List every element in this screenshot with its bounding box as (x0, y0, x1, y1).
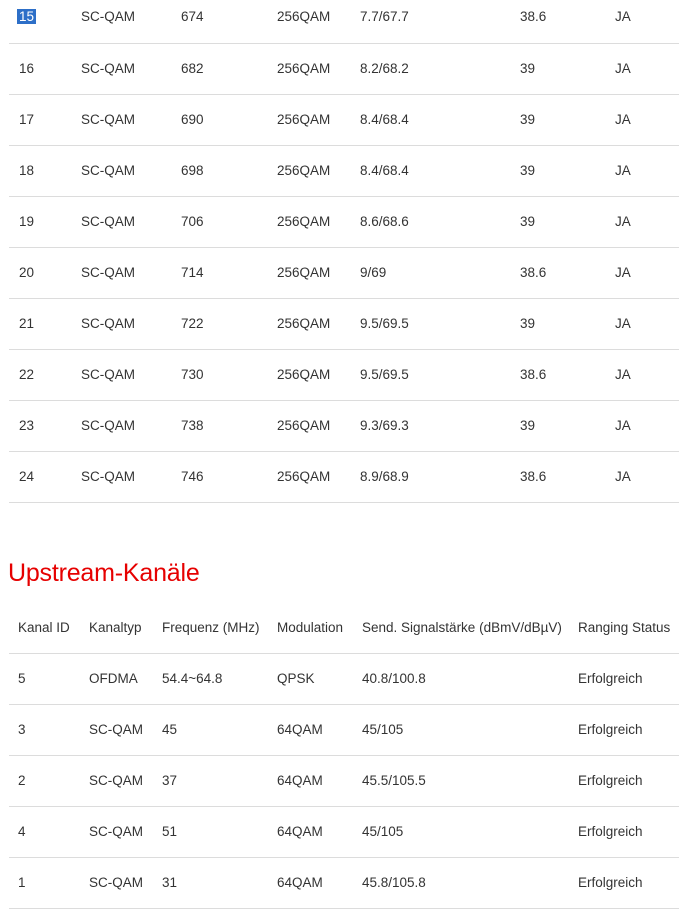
frequency-cell: 682 (181, 61, 204, 76)
channel-id-cell: 2 (18, 773, 26, 788)
snr-cell: 38.6 (520, 367, 547, 382)
channel-type-cell: OFDMA (89, 671, 138, 686)
modulation-cell: 256QAM (277, 9, 331, 24)
power-level-cell: 8.2/68.2 (360, 61, 409, 76)
modulation-cell: 256QAM (277, 214, 331, 229)
frequency-cell: 706 (181, 214, 204, 229)
lock-status-cell: JA (615, 316, 631, 331)
channel-id-cell: 1 (18, 875, 26, 890)
power-level-cell: 9.5/69.5 (360, 316, 409, 331)
channel-type-cell: SC-QAM (81, 367, 135, 382)
modulation-cell: 64QAM (277, 824, 323, 839)
snr-cell: 38.6 (520, 469, 547, 484)
power-level-cell: 8.6/68.6 (360, 214, 409, 229)
modulation-cell: 256QAM (277, 265, 331, 280)
channel-id-cell: 19 (19, 214, 35, 229)
snr-cell: 39 (520, 214, 536, 229)
header-ranging-status: Ranging Status (578, 620, 671, 635)
power-level-cell: 8.9/68.9 (360, 469, 409, 484)
lock-status-cell: JA (615, 112, 631, 127)
modulation-cell: QPSK (277, 671, 315, 686)
channel-type-cell: SC-QAM (81, 214, 135, 229)
header-transmit-power: Send. Signalstärke (dBmV/dBµV) (362, 620, 562, 635)
upstream-section-title: Upstream-Kanäle (8, 559, 200, 587)
table-row (9, 248, 679, 299)
frequency-cell: 714 (181, 265, 204, 280)
transmit-power-cell: 45/105 (362, 824, 404, 839)
power-level-cell: 9/69 (360, 265, 387, 280)
channel-type-cell: SC-QAM (89, 824, 143, 839)
lock-status-cell: JA (615, 265, 631, 280)
table-row (9, 452, 679, 503)
modulation-cell: 256QAM (277, 163, 331, 178)
frequency-cell: 738 (181, 418, 204, 433)
frequency-cell: 51 (162, 824, 178, 839)
table-row (9, 197, 679, 248)
transmit-power-cell: 45/105 (362, 722, 404, 737)
channel-id-cell: 18 (19, 163, 35, 178)
table-row (9, 858, 679, 909)
table-row (9, 299, 679, 350)
header-channel-type: Kanaltyp (89, 620, 142, 635)
modulation-cell: 256QAM (277, 61, 331, 76)
modulation-cell: 256QAM (277, 112, 331, 127)
table-row (9, 146, 679, 197)
channel-id-cell: 3 (18, 722, 26, 737)
header-modulation: Modulation (277, 620, 344, 635)
modulation-cell: 256QAM (277, 469, 331, 484)
power-level-cell: 8.4/68.4 (360, 163, 409, 178)
lock-status-cell: JA (615, 418, 631, 433)
lock-status-cell: JA (615, 214, 631, 229)
channel-type-cell: SC-QAM (81, 9, 135, 24)
table-header-row (9, 603, 679, 654)
ranging-status-cell: Erfolgreich (578, 824, 643, 839)
power-level-cell: 9.5/69.5 (360, 367, 409, 382)
channel-type-cell: SC-QAM (81, 316, 135, 331)
snr-cell: 39 (520, 163, 536, 178)
ranging-status-cell: Erfolgreich (578, 722, 643, 737)
channel-type-cell: SC-QAM (81, 163, 135, 178)
frequency-cell: 746 (181, 469, 204, 484)
channel-type-cell: SC-QAM (81, 469, 135, 484)
frequency-cell: 722 (181, 316, 204, 331)
channel-id-cell: 24 (19, 469, 35, 484)
modulation-cell: 64QAM (277, 773, 323, 788)
table-row (9, 807, 679, 858)
modulation-cell: 256QAM (277, 367, 331, 382)
channel-id-cell: 20 (19, 265, 35, 280)
frequency-cell: 690 (181, 112, 204, 127)
table-row (9, 44, 679, 95)
power-level-cell: 8.4/68.4 (360, 112, 409, 127)
transmit-power-cell: 45.5/105.5 (362, 773, 426, 788)
channel-type-cell: SC-QAM (89, 722, 143, 737)
lock-status-cell: JA (615, 61, 631, 76)
table-row (9, 0, 679, 44)
snr-cell: 38.6 (520, 265, 547, 280)
modulation-cell: 64QAM (277, 722, 323, 737)
table-row (9, 350, 679, 401)
power-level-cell: 9.3/69.3 (360, 418, 409, 433)
channel-type-cell: SC-QAM (81, 418, 135, 433)
lock-status-cell: JA (615, 9, 631, 24)
channel-type-cell: SC-QAM (81, 112, 135, 127)
channel-id-cell: 22 (19, 367, 35, 382)
channel-type-cell: SC-QAM (81, 265, 135, 280)
frequency-cell: 31 (162, 875, 178, 890)
table-row (9, 95, 679, 146)
frequency-cell: 730 (181, 367, 204, 382)
snr-cell: 39 (520, 418, 536, 433)
frequency-cell: 698 (181, 163, 204, 178)
channel-id-cell (19, 8, 36, 26)
table-row (9, 654, 679, 705)
channel-type-cell: SC-QAM (89, 773, 143, 788)
ranging-status-cell: Erfolgreich (578, 773, 643, 788)
snr-cell: 39 (520, 61, 536, 76)
lock-status-cell: JA (615, 469, 631, 484)
ranging-status-cell: Erfolgreich (578, 875, 643, 890)
channel-id-cell: 17 (19, 112, 35, 127)
lock-status-cell: JA (615, 367, 631, 382)
header-channel-id: Kanal ID (18, 620, 70, 635)
ranging-status-cell: Erfolgreich (578, 671, 643, 686)
selected-text-highlight: 15 (19, 9, 35, 24)
channel-id-cell: 16 (19, 61, 35, 76)
channel-id-cell: 21 (19, 316, 35, 331)
snr-cell: 39 (520, 316, 536, 331)
frequency-cell: 674 (181, 9, 204, 24)
modulation-cell: 256QAM (277, 418, 331, 433)
transmit-power-cell: 45.8/105.8 (362, 875, 426, 890)
frequency-cell: 45 (162, 722, 178, 737)
channel-type-cell: SC-QAM (81, 61, 135, 76)
channel-id-cell: 5 (18, 671, 26, 686)
snr-cell: 39 (520, 112, 536, 127)
frequency-cell: 54.4~64.8 (162, 671, 223, 686)
channel-id-cell: 4 (18, 824, 26, 839)
modulation-cell: 64QAM (277, 875, 323, 890)
frequency-cell: 37 (162, 773, 178, 788)
lock-status-cell: JA (615, 163, 631, 178)
modulation-cell: 256QAM (277, 316, 331, 331)
table-row (9, 705, 679, 756)
power-level-cell: 7.7/67.7 (360, 9, 409, 24)
table-row (9, 756, 679, 807)
snr-cell: 38.6 (520, 9, 547, 24)
table-row (9, 401, 679, 452)
channel-type-cell: SC-QAM (89, 875, 143, 890)
header-frequency: Frequenz (MHz) (162, 620, 260, 635)
transmit-power-cell: 40.8/100.8 (362, 671, 426, 686)
channel-id-cell: 23 (19, 418, 35, 433)
